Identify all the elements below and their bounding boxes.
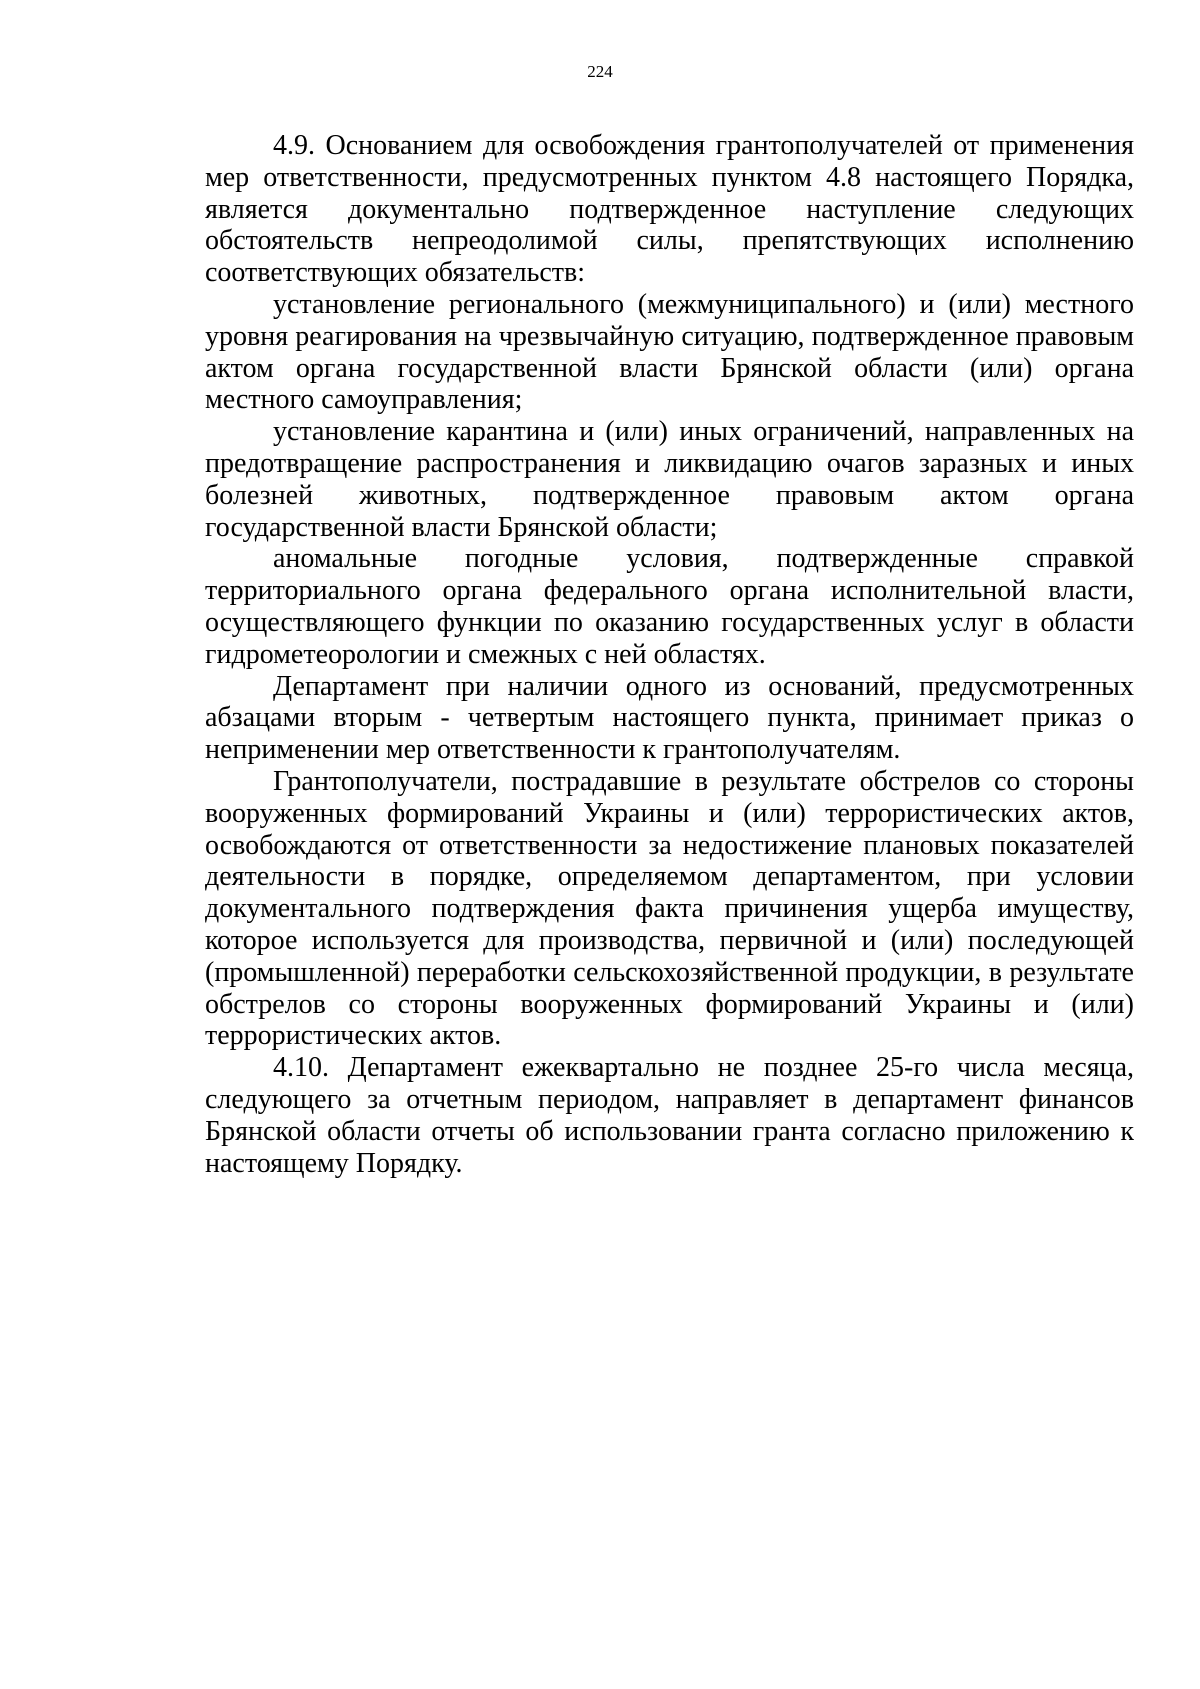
paragraph-quarantine: установление карантина и (или) иных ограничений, направленных на предотвращение распространения и ликвидацию очагов заразных и иных болезней животных, подтвержденное правовым актом органа государственной власти Брянской области; xyxy=(205,416,1134,543)
paragraph-emergency-regime: установление регионального (межмуниципального) и (или) местного уровня реагирования на чрезвычайную ситуацию, подтвержденное правовым актом органа государственной власти Брянской области (или) органа местного самоуправления; xyxy=(205,288,1134,416)
document-body xyxy=(205,130,1134,1179)
page-number: 224 xyxy=(587,62,613,81)
paragraph-4-10: 4.10. Департамент ежеквартально не позднее 25-го числа месяца, следующего за отчетным периодом, направляет в департамент финансов Брянской области отчеты об использовании гранта согласно приложению к настоящему Порядку. xyxy=(205,1052,1134,1179)
paragraph-shelling-victims: Грантополучатели, пострадавшие в результате обстрелов со стороны вооруженных формирований Украины и (или) террористических актов, освобождаются от ответственности за недостижение плановых показателей деятельности в порядке, определяемом департаментом, при условии документального подтверждения факта причинения ущерба имуществу, которое используется для производства, первичной и (или) последующей (промышленной) переработки сельскохозяйственной продукции, в результате обстрелов со стороны вооруженных формирований Украины и (или) террористических актов. xyxy=(205,765,1134,1052)
paragraph-weather-conditions: аномальные погодные условия, подтвержденные справкой территориального органа федерального органа исполнительной власти, осуществляющего функции по оказанию государственных услуг в области гидрометеорологии и смежных с ней областях. xyxy=(205,543,1134,670)
paragraph-4-9: 4.9. Основанием для освобождения грантополучателей от применения мер ответственности, предусмотренных пунктом 4.8 настоящего Порядка, является документально подтвержденное наступление следующих обстоятельств непреодолимой силы, препятствующих исполнению соответствующих обязательств: xyxy=(205,130,1134,289)
paragraph-department-order: Департамент при наличии одного из оснований, предусмотренных абзацами вторым - четвертым настоящего пункта, принимает приказ о неприменении мер ответственности к грантополучателям. xyxy=(205,670,1134,766)
